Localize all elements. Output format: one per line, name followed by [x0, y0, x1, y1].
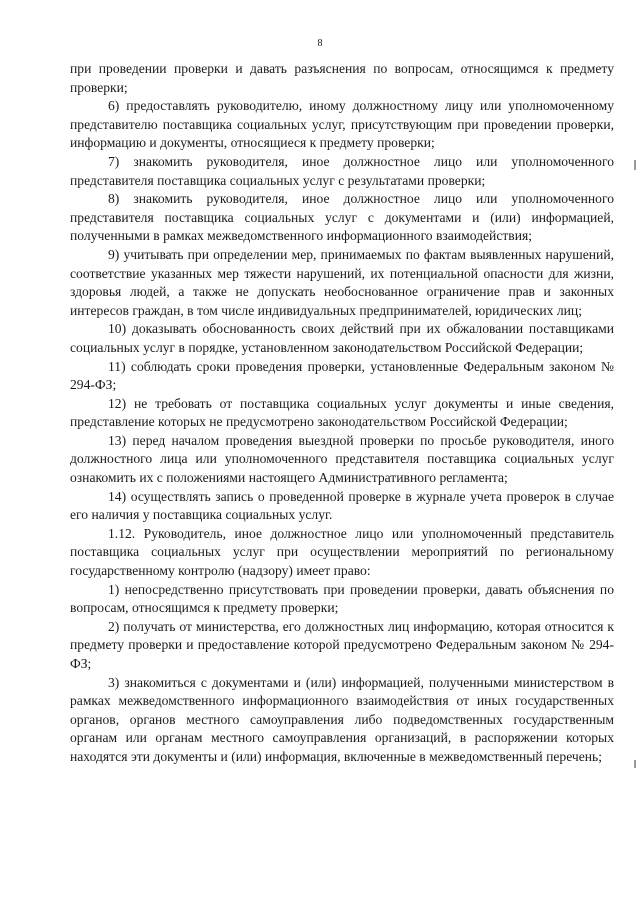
- paragraph-right-2: 2) получать от министерства, его должностных лиц информацию, которая относится к предмету проверки и предоставление которой предусмотрено Федеральным законом № 294-ФЗ;: [70, 618, 614, 671]
- paragraph-item-12: 12) не требовать от поставщика социальных услуг документы и иные сведения, представление которых не предусмотрено законодательством Российской Федерации;: [70, 395, 614, 430]
- scan-edge-mark: [634, 160, 636, 170]
- paragraph-item-11: 11) соблюдать сроки проведения проверки, установленные Федеральным законом № 294-ФЗ;: [70, 358, 614, 393]
- scan-edge-mark: [634, 760, 636, 768]
- page-number: 8: [317, 38, 323, 49]
- paragraph-item-13: 13) перед началом проведения выездной проверки по просьбе руководителя, иного должностного лица или уполномоченного представителя поставщика социальных услуг ознакомить их с положениями настоящего Административного регламента;: [70, 432, 614, 486]
- paragraph-item-6: 6) предоставлять руководителю, иному должностному лицу или уполномоченному представителю поставщика социальных услуг, присутствующим при проведении проверки, информацию и документы, относящиеся к предмету проверки;: [70, 98, 614, 151]
- paragraph-item-9: 9) учитывать при определении мер, принимаемых по фактам выявленных нарушений, соответствие указанных мер тяжести нарушений, их потенциальной опасности для жизни, здоровья людей, а также не допускать необоснованное ограничение прав и законных интересов граждан, в том числе индивидуальных предпринимателей, юридических лиц;: [70, 246, 614, 318]
- paragraph-item-14: 14) осуществлять запись о проведенной проверке в журнале учета проверок в случае его наличия у поставщика социальных услуг.: [70, 488, 614, 523]
- paragraph-item-7: 7) знакомить руководителя, иное должностное лицо или уполномоченного представителя поставщика социальных услуг с результатами проверки;: [70, 153, 614, 188]
- paragraph-right-1: 1) непосредственно присутствовать при проведении проверки, давать объяснения по вопросам, относящимся к предмету проверки;: [70, 581, 614, 616]
- paragraph-section-1-12: 1.12. Руководитель, иное должностное лицо или уполномоченный представитель поставщика социальных услуг при осуществлении мероприятий по региональному государственному контролю (надзору) имеет право:: [70, 525, 614, 579]
- document-body: [70, 60, 614, 767]
- paragraph-item-8: 8) знакомить руководителя, иное должностное лицо или уполномоченного представителя поставщика социальных услуг с документами и (или) информацией, полученными в рамках межведомственного информационного взаимодействия;: [70, 191, 614, 244]
- paragraph-continuation: при проведении проверки и давать разъяснения по вопросам, относящимся к предмету проверки;: [70, 61, 614, 95]
- paragraph-item-10: 10) доказывать обоснованность своих действий при их обжаловании поставщиками социальных услуг в порядке, установленном законодательством Российской Федерации;: [70, 321, 614, 355]
- paragraph-right-3: 3) знакомиться с документами и (или) информацией, полученными министерством в рамках межведомственного информационного взаимодействия от иных государственных органов, органов местного самоуправления либо подведомственных государственным органам или органам местного самоуправления организаций, в распоряжении которых находятся эти документы и (или) информация, включенные в межведомственный перечень;: [70, 674, 614, 764]
